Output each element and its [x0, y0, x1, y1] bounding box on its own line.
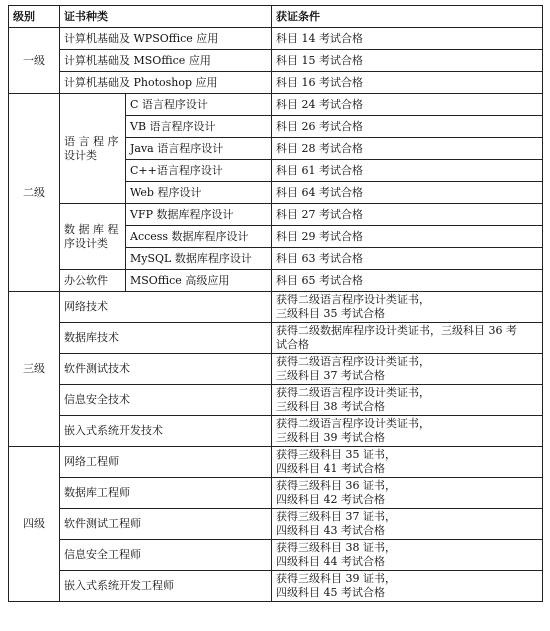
header-type: 证书种类 [60, 6, 272, 28]
type-cell: 信息安全技术 [60, 385, 272, 416]
table-row [9, 509, 543, 540]
table-row [9, 323, 543, 354]
type-cell: C++语言程序设计 [126, 160, 272, 182]
table-row [9, 354, 543, 385]
table-row [9, 416, 543, 447]
table-row [9, 292, 543, 323]
table-row [9, 447, 543, 478]
table-row [9, 204, 543, 226]
type-cell: MySQL 数据库程序设计 [126, 248, 272, 270]
table-row [9, 270, 543, 292]
level-cell-3: 三级 [9, 292, 60, 447]
condition-cell: 获得三级科目 39 证书， 四级科目 45 考试合格 [272, 571, 543, 602]
header-level: 级别 [9, 6, 60, 28]
condition-cell: 科目 16 考试合格 [272, 72, 543, 94]
condition-cell: 科目 28 考试合格 [272, 138, 543, 160]
table-row [9, 50, 543, 72]
header-condition: 获证条件 [272, 6, 543, 28]
condition-cell: 科目 15 考试合格 [272, 50, 543, 72]
condition-cell: 获得三级科目 37 证书， 四级科目 43 考试合格 [272, 509, 543, 540]
table-row [9, 94, 543, 116]
type-cell: VB 语言程序设计 [126, 116, 272, 138]
condition-cell: 获得二级数据库程序设计类证书，三级科目 36 考 试合格 [272, 323, 543, 354]
type-cell: C 语言程序设计 [126, 94, 272, 116]
condition-cell: 科目 24 考试合格 [272, 94, 543, 116]
type-cell: 嵌入式系统开发工程师 [60, 571, 272, 602]
condition-cell: 获得二级语言程序设计类证书， 三级科目 38 考试合格 [272, 385, 543, 416]
type-cell: MSOffice 高级应用 [126, 270, 272, 292]
type-cell: Java 语言程序设计 [126, 138, 272, 160]
type-cell: 软件测试技术 [60, 354, 272, 385]
table-row [9, 72, 543, 94]
type-cell: 数据库工程师 [60, 478, 272, 509]
condition-cell: 科目 63 考试合格 [272, 248, 543, 270]
type-cell: Web 程序设计 [126, 182, 272, 204]
type-cell: 计算机基础及 WPSOffice 应用 [60, 28, 272, 50]
condition-cell: 科目 64 考试合格 [272, 182, 543, 204]
type-cell: 信息安全工程师 [60, 540, 272, 571]
group-cell-office: 办公软件 [60, 270, 126, 292]
condition-cell: 获得二级语言程序设计类证书， 三级科目 37 考试合格 [272, 354, 543, 385]
type-cell: Access 数据库程序设计 [126, 226, 272, 248]
type-cell: 计算机基础及 Photoshop 应用 [60, 72, 272, 94]
table-row [9, 28, 543, 50]
group-cell-language: 语 言 程 序设计类 [60, 94, 126, 204]
level-cell-2: 二级 [9, 94, 60, 292]
condition-cell: 获得三级科目 36 证书， 四级科目 42 考试合格 [272, 478, 543, 509]
condition-cell: 获得三级科目 38 证书， 四级科目 44 考试合格 [272, 540, 543, 571]
type-cell: 嵌入式系统开发技术 [60, 416, 272, 447]
table-row [9, 385, 543, 416]
condition-cell: 科目 29 考试合格 [272, 226, 543, 248]
certificate-table [8, 5, 543, 602]
condition-cell: 获得三级科目 35 证书， 四级科目 41 考试合格 [272, 447, 543, 478]
type-cell: 网络工程师 [60, 447, 272, 478]
condition-cell: 科目 61 考试合格 [272, 160, 543, 182]
table-row [9, 540, 543, 571]
group-cell-database: 数 据 库 程 序设计类 [60, 204, 126, 270]
condition-cell: 获得二级语言程序设计类证书， 三级科目 35 考试合格 [272, 292, 543, 323]
level-cell-1: 一级 [9, 28, 60, 94]
level-cell-4: 四级 [9, 447, 60, 602]
header-row [9, 6, 543, 28]
condition-cell: 获得二级语言程序设计类证书， 三级科目 39 考试合格 [272, 416, 543, 447]
type-cell: 数据库技术 [60, 323, 272, 354]
type-cell: 网络技术 [60, 292, 272, 323]
condition-cell: 科目 26 考试合格 [272, 116, 543, 138]
condition-cell: 科目 65 考试合格 [272, 270, 543, 292]
table-row [9, 478, 543, 509]
table-row [9, 571, 543, 602]
type-cell: 软件测试工程师 [60, 509, 272, 540]
condition-cell: 科目 27 考试合格 [272, 204, 543, 226]
type-cell: 计算机基础及 MSOffice 应用 [60, 50, 272, 72]
type-cell: VFP 数据库程序设计 [126, 204, 272, 226]
condition-cell: 科目 14 考试合格 [272, 28, 543, 50]
